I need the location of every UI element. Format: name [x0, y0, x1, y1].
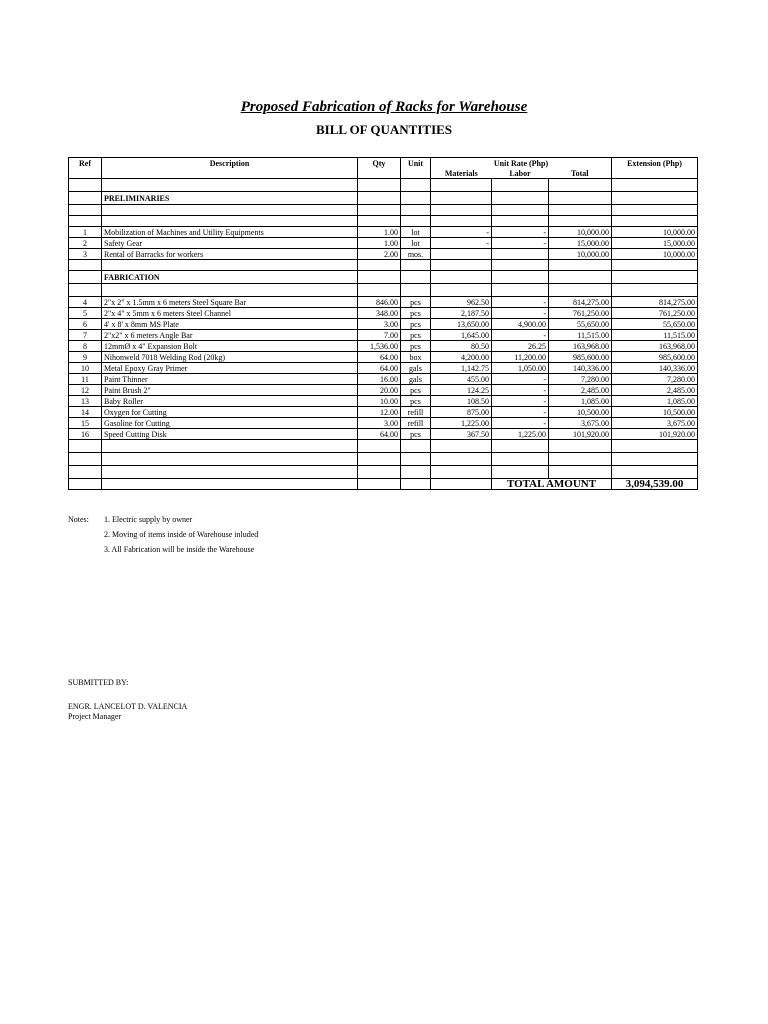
- cell-total: 10,500.00: [549, 407, 612, 418]
- cell-desc: Metal Epoxy Gray Primer: [102, 363, 358, 374]
- cell-total: 10,000.00: [549, 227, 612, 238]
- cell-ref: 6: [69, 319, 102, 330]
- cell-total: 10,000.00: [549, 249, 612, 260]
- cell-lab: -: [492, 308, 549, 319]
- cell-lab: -: [492, 297, 549, 308]
- cell-qty: 1,536.00: [358, 341, 401, 352]
- cell-qty: 1.00: [358, 238, 401, 249]
- cell-mat: -: [431, 227, 492, 238]
- cell-desc: Paint Brush 2": [102, 385, 358, 396]
- cell-lab: -: [492, 330, 549, 341]
- cell-total: 55,650.00: [549, 319, 612, 330]
- cell-desc: 2"x2" x 6 meters Angle Bar: [102, 330, 358, 341]
- cell-desc: 2"x 4" x 5mm x 6 meters Steel Channel: [102, 308, 358, 319]
- cell-ref: 13: [69, 396, 102, 407]
- cell-lab: 1,050.00: [492, 363, 549, 374]
- cell-lab: -: [492, 374, 549, 385]
- cell-unit: pcs: [401, 297, 431, 308]
- table-row: [69, 352, 698, 363]
- cell-total: 15,000.00: [549, 238, 612, 249]
- cell-lab: -: [492, 227, 549, 238]
- cell-mat: 1,225.00: [431, 418, 492, 429]
- total-amount-label: TOTAL AMOUNT: [492, 479, 612, 490]
- section-title: FABRICATION: [102, 271, 358, 284]
- cell-lab: -: [492, 385, 549, 396]
- cell-qty: 12.00: [358, 407, 401, 418]
- cell-unit: pcs: [401, 319, 431, 330]
- cell-ref: 12: [69, 385, 102, 396]
- header-total: Total: [549, 168, 612, 179]
- cell-qty: 20.00: [358, 385, 401, 396]
- signatory-position: Project Manager: [68, 712, 122, 721]
- cell-unit: pcs: [401, 385, 431, 396]
- bill-of-quantities-table: [68, 157, 698, 490]
- cell-mat: 875.00: [431, 407, 492, 418]
- cell-desc: Paint Thinner: [102, 374, 358, 385]
- cell-lab: 4,900.00: [492, 319, 549, 330]
- cell-qty: 3.00: [358, 418, 401, 429]
- table-row: [69, 396, 698, 407]
- cell-ext: 101,920.00: [612, 429, 698, 440]
- cell-mat: [431, 249, 492, 260]
- cell-ext: 7,280.00: [612, 374, 698, 385]
- cell-lab: 1,225.00: [492, 429, 549, 440]
- blank-row: [69, 440, 698, 453]
- cell-desc: 2"x 2" x 1.5mm x 6 meters Steel Square Bar: [102, 297, 358, 308]
- cell-desc: Nihonweld 7018 Welding Rod (20kg): [102, 352, 358, 363]
- table-row: [69, 418, 698, 429]
- cell-desc: 4' x 8' x 8mm MS Plate: [102, 319, 358, 330]
- section-title: PRELIMINARIES: [102, 192, 358, 205]
- header-ref: Ref: [69, 158, 102, 169]
- header-materials: Materials: [431, 168, 492, 179]
- cell-desc: Mobilization of Machines and Utility Equipments: [102, 227, 358, 238]
- cell-ext: 140,336.00: [612, 363, 698, 374]
- cell-desc: Baby Roller: [102, 396, 358, 407]
- cell-mat: 1,645.00: [431, 330, 492, 341]
- cell-ext: 1,085.00: [612, 396, 698, 407]
- table-row: [69, 429, 698, 440]
- blank-row: [69, 284, 698, 297]
- section-row: [69, 192, 698, 205]
- notes-label: Notes:: [68, 515, 89, 524]
- blank-row: [69, 205, 698, 216]
- note-item: 1. Electric supply by owner: [104, 515, 193, 524]
- cell-mat: 108.50: [431, 396, 492, 407]
- note-item: 2. Moving of items inside of Warehouse inluded: [104, 530, 259, 539]
- cell-ext: 15,000.00: [612, 238, 698, 249]
- cell-ext: 10,000.00: [612, 227, 698, 238]
- cell-desc: Oxygen for Cutting: [102, 407, 358, 418]
- cell-lab: 11,200.00: [492, 352, 549, 363]
- table-row: [69, 227, 698, 238]
- cell-qty: 64.00: [358, 352, 401, 363]
- cell-total: 163,968.00: [549, 341, 612, 352]
- cell-lab: -: [492, 396, 549, 407]
- cell-ref: 9: [69, 352, 102, 363]
- signatory-name: ENGR. LANCELOT D. VALENCIA: [68, 702, 188, 711]
- note-item: 3. All Fabrication will be inside the Warehouse: [104, 545, 255, 554]
- header-unit: Unit: [401, 158, 431, 169]
- cell-ext: 3,675.00: [612, 418, 698, 429]
- header-unit-rate: Unit Rate (Php): [431, 158, 612, 169]
- cell-unit: pcs: [401, 429, 431, 440]
- cell-total: 140,336.00: [549, 363, 612, 374]
- cell-ref: 10: [69, 363, 102, 374]
- document-subtitle: BILL OF QUANTITIES: [315, 122, 453, 137]
- cell-total: 7,280.00: [549, 374, 612, 385]
- cell-total: 101,920.00: [549, 429, 612, 440]
- cell-ref: 8: [69, 341, 102, 352]
- cell-unit: gals: [401, 374, 431, 385]
- cell-unit: box: [401, 352, 431, 363]
- total-amount-value: 3,094,539.00: [612, 479, 698, 490]
- cell-unit: pcs: [401, 341, 431, 352]
- table-row: [69, 308, 698, 319]
- cell-qty: 2.00: [358, 249, 401, 260]
- cell-ref: 5: [69, 308, 102, 319]
- cell-mat: 80.50: [431, 341, 492, 352]
- cell-qty: 1.00: [358, 227, 401, 238]
- cell-lab: -: [492, 238, 549, 249]
- cell-ext: 10,500.00: [612, 407, 698, 418]
- header-description: Description: [102, 158, 358, 169]
- cell-ext: 10,000.00: [612, 249, 698, 260]
- cell-desc: 12mmØ x 4" Expansion Bolt: [102, 341, 358, 352]
- cell-ext: 814,275.00: [612, 297, 698, 308]
- cell-total: 3,675.00: [549, 418, 612, 429]
- table-row: [69, 297, 698, 308]
- cell-mat: 962.50: [431, 297, 492, 308]
- cell-mat: 367.50: [431, 429, 492, 440]
- cell-qty: 64.00: [358, 429, 401, 440]
- table-row: [69, 319, 698, 330]
- cell-desc: Safety Gear: [102, 238, 358, 249]
- header-extension: Extension (Php): [612, 158, 698, 169]
- cell-ref: 7: [69, 330, 102, 341]
- table-row: [69, 249, 698, 260]
- table-row: [69, 341, 698, 352]
- section-row: [69, 271, 698, 284]
- cell-ext: 11,515.00: [612, 330, 698, 341]
- cell-ref: 15: [69, 418, 102, 429]
- cell-qty: 64.00: [358, 363, 401, 374]
- submitted-by-label: SUBMITTED BY:: [68, 678, 129, 687]
- cell-ref: 4: [69, 297, 102, 308]
- cell-total: 761,250.00: [549, 308, 612, 319]
- cell-desc: Gasoline for Cutting: [102, 418, 358, 429]
- cell-unit: refill: [401, 418, 431, 429]
- cell-mat: 455.00: [431, 374, 492, 385]
- cell-mat: 2,187.50: [431, 308, 492, 319]
- cell-unit: gals: [401, 363, 431, 374]
- cell-mat: 4,200.00: [431, 352, 492, 363]
- cell-qty: 348.00: [358, 308, 401, 319]
- cell-ext: 55,650.00: [612, 319, 698, 330]
- cell-ref: 3: [69, 249, 102, 260]
- table-row: [69, 330, 698, 341]
- cell-total: 814,275.00: [549, 297, 612, 308]
- cell-qty: 16.00: [358, 374, 401, 385]
- header-labor: Labor: [492, 168, 549, 179]
- cell-desc: Rental of Barracks for workers: [102, 249, 358, 260]
- cell-total: 985,600.00: [549, 352, 612, 363]
- cell-mat: 13,650.00: [431, 319, 492, 330]
- cell-unit: mos.: [401, 249, 431, 260]
- cell-unit: lot: [401, 238, 431, 249]
- cell-mat: 124.25: [431, 385, 492, 396]
- cell-ref: 16: [69, 429, 102, 440]
- cell-lab: 26.25: [492, 341, 549, 352]
- cell-ref: 11: [69, 374, 102, 385]
- cell-unit: pcs: [401, 308, 431, 319]
- cell-ext: 2,485.00: [612, 385, 698, 396]
- cell-qty: 10.00: [358, 396, 401, 407]
- cell-unit: refill: [401, 407, 431, 418]
- table-row: [69, 363, 698, 374]
- cell-mat: -: [431, 238, 492, 249]
- table-row: [69, 385, 698, 396]
- table-row: [69, 238, 698, 249]
- table-row: [69, 374, 698, 385]
- cell-qty: 3.00: [358, 319, 401, 330]
- cell-mat: 1,142.75: [431, 363, 492, 374]
- blank-row: [69, 216, 698, 227]
- cell-lab: -: [492, 418, 549, 429]
- cell-total: 2,485.00: [549, 385, 612, 396]
- cell-ref: 1: [69, 227, 102, 238]
- cell-ref: 2: [69, 238, 102, 249]
- cell-ext: 761,250.00: [612, 308, 698, 319]
- blank-row: [69, 453, 698, 466]
- document-title: Proposed Fabrication of Racks for Warehouse: [240, 99, 528, 115]
- cell-desc: Speed Cutting Disk: [102, 429, 358, 440]
- total-row: [69, 479, 698, 490]
- cell-ext: 163,968.00: [612, 341, 698, 352]
- table-row: [69, 407, 698, 418]
- header-row-2: [69, 168, 698, 179]
- blank-row: [69, 179, 698, 192]
- cell-ref: 14: [69, 407, 102, 418]
- cell-total: 1,085.00: [549, 396, 612, 407]
- blank-row: [69, 260, 698, 271]
- cell-qty: 846.00: [358, 297, 401, 308]
- signatory-block: [68, 702, 187, 722]
- header-row-1: [69, 158, 698, 169]
- cell-qty: 7.00: [358, 330, 401, 341]
- header-qty: Qty: [358, 158, 401, 169]
- cell-total: 11,515.00: [549, 330, 612, 341]
- cell-lab: -: [492, 407, 549, 418]
- cell-unit: pcs: [401, 330, 431, 341]
- blank-row: [69, 466, 698, 479]
- cell-unit: pcs: [401, 396, 431, 407]
- cell-lab: [492, 249, 549, 260]
- cell-unit: lot: [401, 227, 431, 238]
- cell-ext: 985,600.00: [612, 352, 698, 363]
